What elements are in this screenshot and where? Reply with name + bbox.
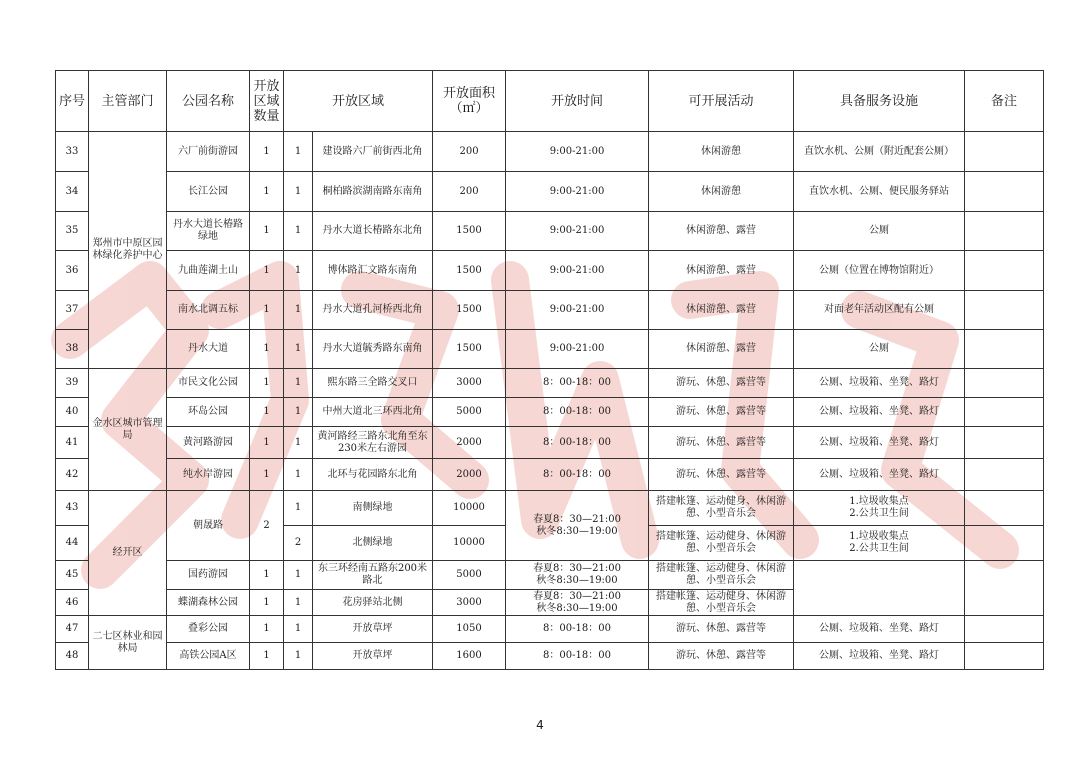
cell-hours: 8：00-18：00 <box>506 643 649 670</box>
cell-activities: 游玩、休憩、露营等 <box>649 398 794 427</box>
cell-dept: 二七区林业和园林局 <box>89 616 167 670</box>
cell-park: 南水北调五标 <box>167 291 250 330</box>
cell-size: 1600 <box>433 643 506 670</box>
table-row <box>56 212 1044 251</box>
cell-area: 丹水大道毓秀路东南角 <box>313 330 433 369</box>
cell-seq: 37 <box>56 291 89 330</box>
cell-area: 丹水大道长椿路东北角 <box>313 212 433 251</box>
table-row <box>56 172 1044 212</box>
cell-area: 黄河路经三路东北角至东230米左右游园 <box>313 427 433 459</box>
cell-count: 1 <box>250 172 284 212</box>
cell-facilities: 公厕、垃圾箱、坐凳、路灯 <box>794 643 965 670</box>
cell-notes <box>965 561 1044 616</box>
cell-park: 朝晟路 <box>167 491 250 561</box>
cell-idx: 1 <box>284 212 313 251</box>
cell-seq: 48 <box>56 643 89 670</box>
page-number: 4 <box>536 718 544 732</box>
cell-hours: 9:00-21:00 <box>506 132 649 172</box>
cell-size: 3000 <box>433 590 506 616</box>
cell-seq: 40 <box>56 398 89 427</box>
header-seq: 序号 <box>56 71 89 132</box>
header-park: 公园名称 <box>167 71 250 132</box>
cell-hours: 8：00-18：00 <box>506 427 649 459</box>
cell-activities: 搭建帐篷、运动健身、休闲游憩、小型音乐会 <box>649 590 794 616</box>
table-row <box>56 398 1044 427</box>
cell-park: 市民文化公园 <box>167 369 250 398</box>
cell-area: 博体路汇文路东南角 <box>313 251 433 291</box>
cell-park: 长江公园 <box>167 172 250 212</box>
cell-seq: 43 <box>56 491 89 526</box>
table-row <box>56 132 1044 172</box>
cell-idx: 1 <box>284 643 313 670</box>
cell-activities: 休闲游憩、露营 <box>649 330 794 369</box>
cell-notes <box>965 251 1044 291</box>
cell-facilities: 公厕、垃圾箱、坐凳、路灯 <box>794 459 965 491</box>
cell-activities: 搭建帐篷、运动健身、休闲游憩、小型音乐会 <box>649 491 794 526</box>
cell-hours: 9:00-21:00 <box>506 251 649 291</box>
cell-count: 1 <box>250 561 284 590</box>
cell-count: 1 <box>250 251 284 291</box>
cell-facilities: 公厕、垃圾箱、坐凳、路灯 <box>794 369 965 398</box>
cell-area: 桐柏路滨湖南路东南角 <box>313 172 433 212</box>
header-hours: 开放时间 <box>506 71 649 132</box>
cell-idx: 1 <box>284 369 313 398</box>
cell-count: 1 <box>250 398 284 427</box>
table-row <box>56 459 1044 491</box>
cell-seq: 47 <box>56 616 89 643</box>
header-area: 开放区域 <box>284 71 433 132</box>
cell-size: 1500 <box>433 212 506 251</box>
cell-activities: 游玩、休憩、露营等 <box>649 643 794 670</box>
cell-idx: 1 <box>284 590 313 616</box>
cell-area: 东三环经南五路东200米路北 <box>313 561 433 590</box>
cell-size: 1500 <box>433 330 506 369</box>
cell-park: 黄河路游园 <box>167 427 250 459</box>
cell-idx: 1 <box>284 132 313 172</box>
cell-activities: 搭建帐篷、运动健身、休闲游憩、小型音乐会 <box>649 526 794 561</box>
cell-activities: 休闲游憩、露营 <box>649 291 794 330</box>
table-row <box>56 561 1044 590</box>
cell-hours: 9:00-21:00 <box>506 330 649 369</box>
cell-idx: 1 <box>284 172 313 212</box>
cell-facilities: 公厕、垃圾箱、坐凳、路灯 <box>794 427 965 459</box>
cell-size: 10000 <box>433 526 506 561</box>
cell-count: 2 <box>250 491 284 561</box>
cell-hours: 春夏8：30—21:00 秋冬8:30—19:00 <box>506 590 649 616</box>
cell-facilities: 1.垃圾收集点 2.公共卫生间 <box>794 491 965 526</box>
header-row <box>56 71 1044 132</box>
cell-count: 1 <box>250 616 284 643</box>
cell-activities: 游玩、休憩、露营等 <box>649 616 794 643</box>
cell-hours: 8：00-18：00 <box>506 398 649 427</box>
cell-notes <box>965 491 1044 526</box>
cell-idx: 1 <box>284 616 313 643</box>
cell-notes <box>965 616 1044 643</box>
cell-park: 纯水岸游园 <box>167 459 250 491</box>
cell-activities: 游玩、休憩、露营等 <box>649 427 794 459</box>
table-row <box>56 251 1044 291</box>
cell-idx: 1 <box>284 491 313 526</box>
header-count: 开放区域数量 <box>250 71 284 132</box>
cell-facilities: 公厕、垃圾箱、坐凳、路灯 <box>794 616 965 643</box>
cell-notes <box>965 172 1044 212</box>
cell-idx: 1 <box>284 291 313 330</box>
cell-seq: 36 <box>56 251 89 291</box>
cell-park: 六厂前街游园 <box>167 132 250 172</box>
cell-notes <box>965 330 1044 369</box>
cell-count: 1 <box>250 212 284 251</box>
cell-park: 叠彩公园 <box>167 616 250 643</box>
cell-park: 环岛公园 <box>167 398 250 427</box>
cell-area: 南侧绿地 <box>313 491 433 526</box>
cell-dept: 经开区 <box>89 491 167 616</box>
header-notes: 备注 <box>965 71 1044 132</box>
cell-count: 1 <box>250 427 284 459</box>
cell-notes <box>965 291 1044 330</box>
cell-size: 2000 <box>433 459 506 491</box>
cell-count: 1 <box>250 291 284 330</box>
cell-facilities: 公厕 <box>794 212 965 251</box>
cell-hours: 春夏8：30—21:00 秋冬8:30—19:00 <box>506 561 649 590</box>
cell-idx: 1 <box>284 459 313 491</box>
header-size: 开放面积（㎡） <box>433 71 506 132</box>
cell-seq: 38 <box>56 330 89 369</box>
cell-hours: 9:00-21:00 <box>506 212 649 251</box>
table-row <box>56 491 1044 526</box>
cell-seq: 34 <box>56 172 89 212</box>
cell-area: 花房驿站北侧 <box>313 590 433 616</box>
cell-idx: 1 <box>284 330 313 369</box>
cell-facilities: 1.垃圾收集点 2.公共卫生间 <box>794 526 965 561</box>
cell-size: 1500 <box>433 291 506 330</box>
cell-count: 1 <box>250 132 284 172</box>
cell-notes <box>965 526 1044 561</box>
cell-idx: 1 <box>284 398 313 427</box>
cell-size: 5000 <box>433 398 506 427</box>
cell-area: 熙东路三全路交叉口 <box>313 369 433 398</box>
cell-idx: 2 <box>284 526 313 561</box>
cell-hours: 8：00-18：00 <box>506 369 649 398</box>
cell-seq: 33 <box>56 132 89 172</box>
cell-size: 10000 <box>433 491 506 526</box>
cell-seq: 35 <box>56 212 89 251</box>
cell-facilities: 对面老年活动区配有公厕 <box>794 291 965 330</box>
table-row <box>56 616 1044 643</box>
cell-activities: 休闲游憩 <box>649 172 794 212</box>
table-row <box>56 643 1044 670</box>
cell-hours: 8：00-18：00 <box>506 616 649 643</box>
cell-park: 高铁公园A区 <box>167 643 250 670</box>
cell-idx: 1 <box>284 427 313 459</box>
cell-area: 中州大道北三环西北角 <box>313 398 433 427</box>
cell-activities: 休闲游憩、露营 <box>649 212 794 251</box>
cell-seq: 46 <box>56 590 89 616</box>
cell-notes <box>965 643 1044 670</box>
cell-hours: 9:00-21:00 <box>506 291 649 330</box>
cell-activities: 搭建帐篷、运动健身、休闲游憩、小型音乐会 <box>649 561 794 590</box>
cell-size: 1050 <box>433 616 506 643</box>
cell-notes <box>965 132 1044 172</box>
cell-dept: 郑州市中原区园林绿化养护中心 <box>89 132 167 369</box>
cell-seq: 44 <box>56 526 89 561</box>
cell-facilities: 直饮水机、公厕（附近配套公厕） <box>794 132 965 172</box>
cell-facilities: 公厕 <box>794 330 965 369</box>
cell-notes <box>965 369 1044 398</box>
cell-activities: 游玩、休憩、露营等 <box>649 369 794 398</box>
cell-park: 丹水大道长椿路绿地 <box>167 212 250 251</box>
cell-notes <box>965 212 1044 251</box>
header-activities: 可开展活动 <box>649 71 794 132</box>
table-row <box>56 330 1044 369</box>
header-dept: 主管部门 <box>89 71 167 132</box>
cell-area: 开放草坪 <box>313 643 433 670</box>
cell-area: 北环与花园路东北角 <box>313 459 433 491</box>
cell-notes <box>965 398 1044 427</box>
cell-park: 九曲莲湖土山 <box>167 251 250 291</box>
cell-hours: 9:00-21:00 <box>506 172 649 212</box>
cell-seq: 45 <box>56 561 89 590</box>
cell-facilities: 公厕、垃圾箱、坐凳、路灯 <box>794 398 965 427</box>
cell-facilities: 直饮水机、公厕、便民服务驿站 <box>794 172 965 212</box>
cell-park: 丹水大道 <box>167 330 250 369</box>
cell-idx: 1 <box>284 561 313 590</box>
cell-count: 1 <box>250 369 284 398</box>
cell-area: 开放草坪 <box>313 616 433 643</box>
cell-size: 3000 <box>433 369 506 398</box>
cell-activities: 休闲游憩 <box>649 132 794 172</box>
cell-dept: 金水区城市管理局 <box>89 369 167 491</box>
cell-park: 蝶湖森林公园 <box>167 590 250 616</box>
header-facilities: 具备服务设施 <box>794 71 965 132</box>
parks-table <box>55 70 1044 670</box>
cell-size: 200 <box>433 172 506 212</box>
table-row <box>56 291 1044 330</box>
cell-notes <box>965 459 1044 491</box>
cell-count: 1 <box>250 643 284 670</box>
cell-facilities: 公厕（位置在博物馆附近） <box>794 251 965 291</box>
cell-activities: 休闲游憩、露营 <box>649 251 794 291</box>
cell-facilities <box>794 561 965 616</box>
cell-count: 1 <box>250 330 284 369</box>
cell-activities: 游玩、休憩、露营等 <box>649 459 794 491</box>
cell-size: 1500 <box>433 251 506 291</box>
cell-area: 丹水大道孔河桥西北角 <box>313 291 433 330</box>
cell-hours: 8：00-18：00 <box>506 459 649 491</box>
cell-count: 1 <box>250 590 284 616</box>
cell-size: 200 <box>433 132 506 172</box>
table-row <box>56 369 1044 398</box>
cell-seq: 42 <box>56 459 89 491</box>
cell-idx: 1 <box>284 251 313 291</box>
cell-seq: 39 <box>56 369 89 398</box>
cell-size: 2000 <box>433 427 506 459</box>
cell-area: 北侧绿地 <box>313 526 433 561</box>
cell-size: 5000 <box>433 561 506 590</box>
cell-count: 1 <box>250 459 284 491</box>
table-row <box>56 427 1044 459</box>
cell-area: 建设路六厂前街西北角 <box>313 132 433 172</box>
cell-notes <box>965 427 1044 459</box>
cell-park: 国药游园 <box>167 561 250 590</box>
cell-seq: 41 <box>56 427 89 459</box>
cell-hours: 春夏8：30—21:00 秋冬8:30—19:00 <box>506 491 649 561</box>
